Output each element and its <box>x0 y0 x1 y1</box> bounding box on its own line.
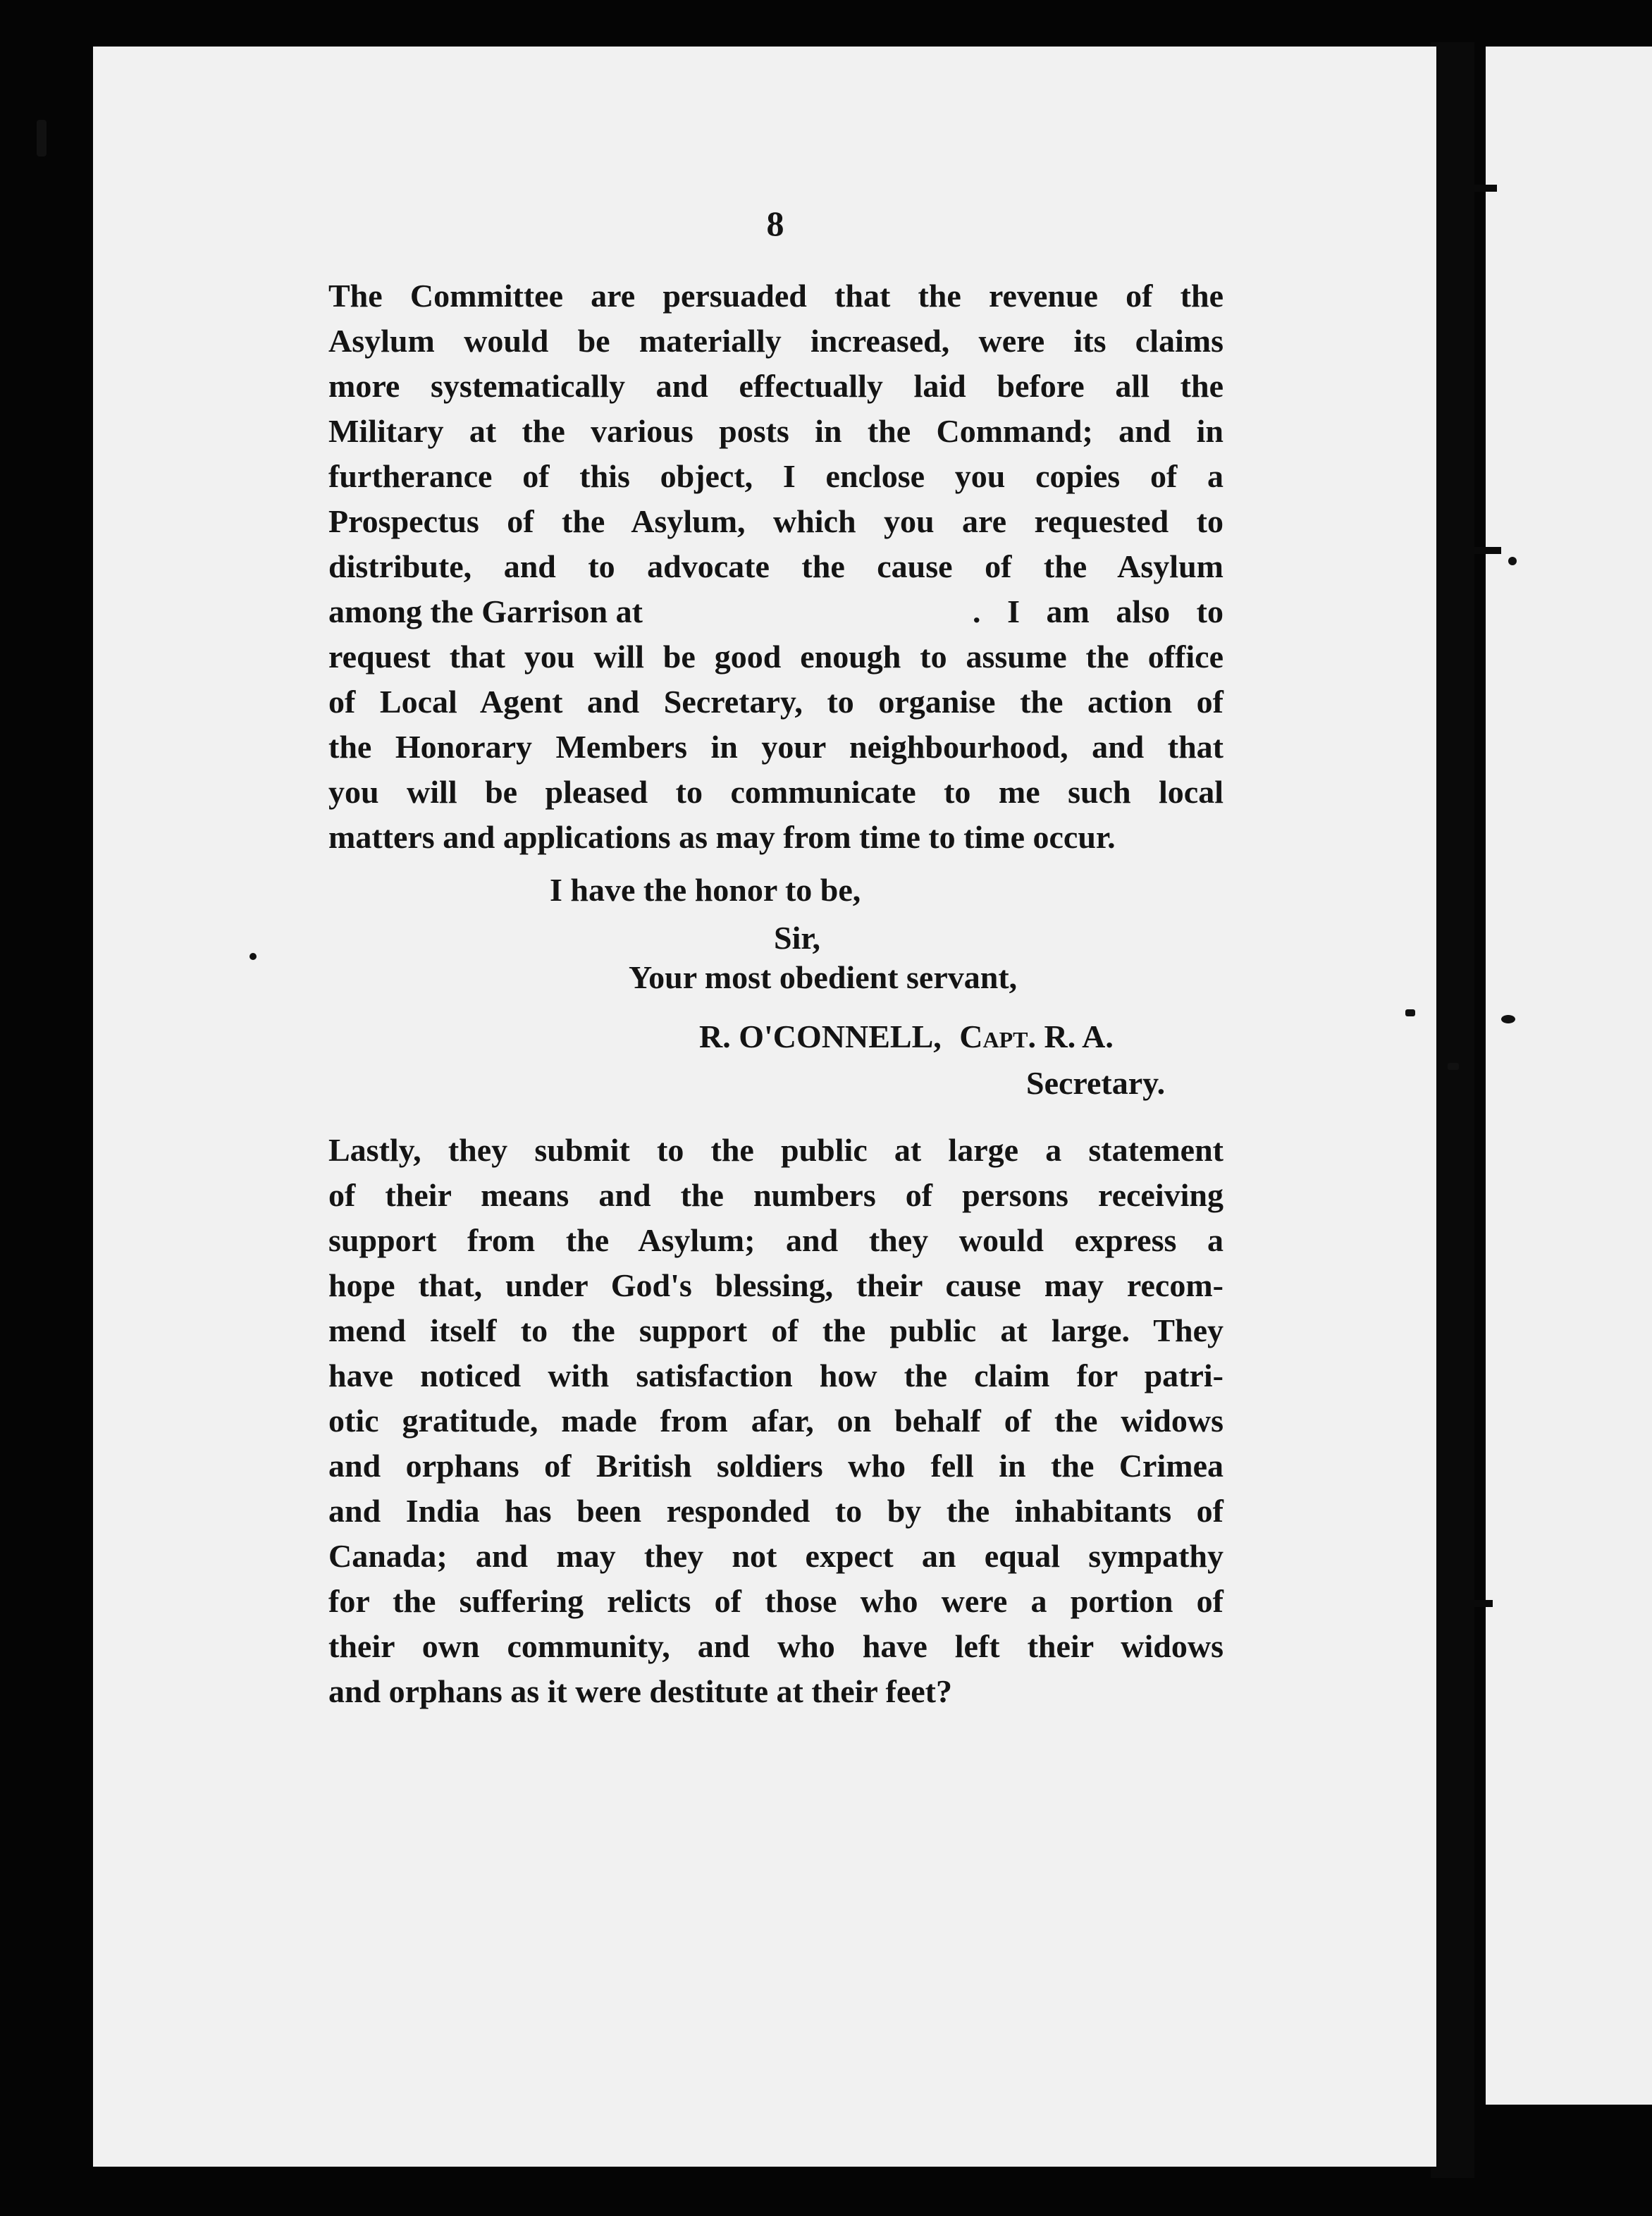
text-line: The Committee are persuaded that the revenue of the <box>328 278 1223 314</box>
text-line: and India has been responded to by the inhabitants of <box>328 1493 1223 1529</box>
text-line-continuation: . I am also to <box>973 593 1223 629</box>
text-line: and orphans of British soldiers who fell in the Crimea <box>328 1448 1223 1484</box>
text-line: furtherance of this object, I enclose you copies of a <box>328 458 1223 494</box>
text-line-garrison: among the Garrison at <box>328 593 643 629</box>
text-line: request that you will be good enough to assume the office <box>328 639 1223 675</box>
text-line: and orphans as it were destitute at their feet? <box>328 1673 952 1709</box>
scan-speck <box>1405 1009 1415 1016</box>
text-line: of Local Agent and Secretary, to organise the action of <box>328 684 1223 720</box>
text-line: Asylum would be materially increased, were its claims <box>328 323 1223 359</box>
text-line: otic gratitude, made from afar, on behalf of the widows <box>328 1403 1223 1439</box>
text-line: you will be pleased to communicate to me such local <box>328 774 1223 810</box>
signature-name: R. O'CONNELL, <box>699 1018 942 1054</box>
scan-speck <box>1501 1015 1515 1023</box>
text-line: the Honorary Members in your neighbourhood, and that <box>328 729 1223 765</box>
text-line: for the suffering relicts of those who were a portion of <box>328 1583 1223 1619</box>
scan-speck <box>1448 1063 1459 1070</box>
text-line: more systematically and effectually laid before all the <box>328 368 1223 404</box>
text-line: Prospectus of the Asylum, which you are requested to <box>328 503 1223 539</box>
signature-title: Secretary. <box>1026 1065 1166 1101</box>
signature <box>699 1018 1114 1055</box>
text-line: Canada; and may they not expect an equal sympathy <box>328 1538 1223 1574</box>
adjacent-page-edge <box>1486 47 1652 2105</box>
text-line: matters and applications as may from time to time occur. <box>328 819 1116 855</box>
closing-salutation: I have the honor to be, <box>550 872 861 908</box>
text-line: their own community, and who have left their widows <box>328 1628 1223 1664</box>
text-line: Military at the various posts in the Command; and in <box>328 413 1223 449</box>
text-line: hope that, under God's blessing, their cause may recom- <box>328 1267 1223 1303</box>
page-number: 8 <box>766 204 784 243</box>
scan-speck <box>1508 557 1517 565</box>
text-line: have noticed with satisfaction how the claim for patri- <box>328 1358 1223 1393</box>
text-line: support from the Asylum; and they would express a <box>328 1222 1223 1258</box>
text-line: distribute, and to advocate the cause of the Asylum <box>328 548 1223 584</box>
scan-speck <box>37 120 47 156</box>
scan-speck <box>249 953 257 960</box>
text-line: of their means and the numbers of persons receiving <box>328 1177 1223 1213</box>
text-line: mend itself to the support of the public at large. They <box>328 1312 1223 1348</box>
closing-sir: Sir, <box>774 920 821 956</box>
signature-rank: Capt. R. A. <box>959 1018 1114 1054</box>
book-gutter <box>1431 42 1474 2178</box>
text-line: Lastly, they submit to the public at large a statement <box>328 1132 1223 1168</box>
closing-servant: Your most obedient servant, <box>629 959 1018 995</box>
